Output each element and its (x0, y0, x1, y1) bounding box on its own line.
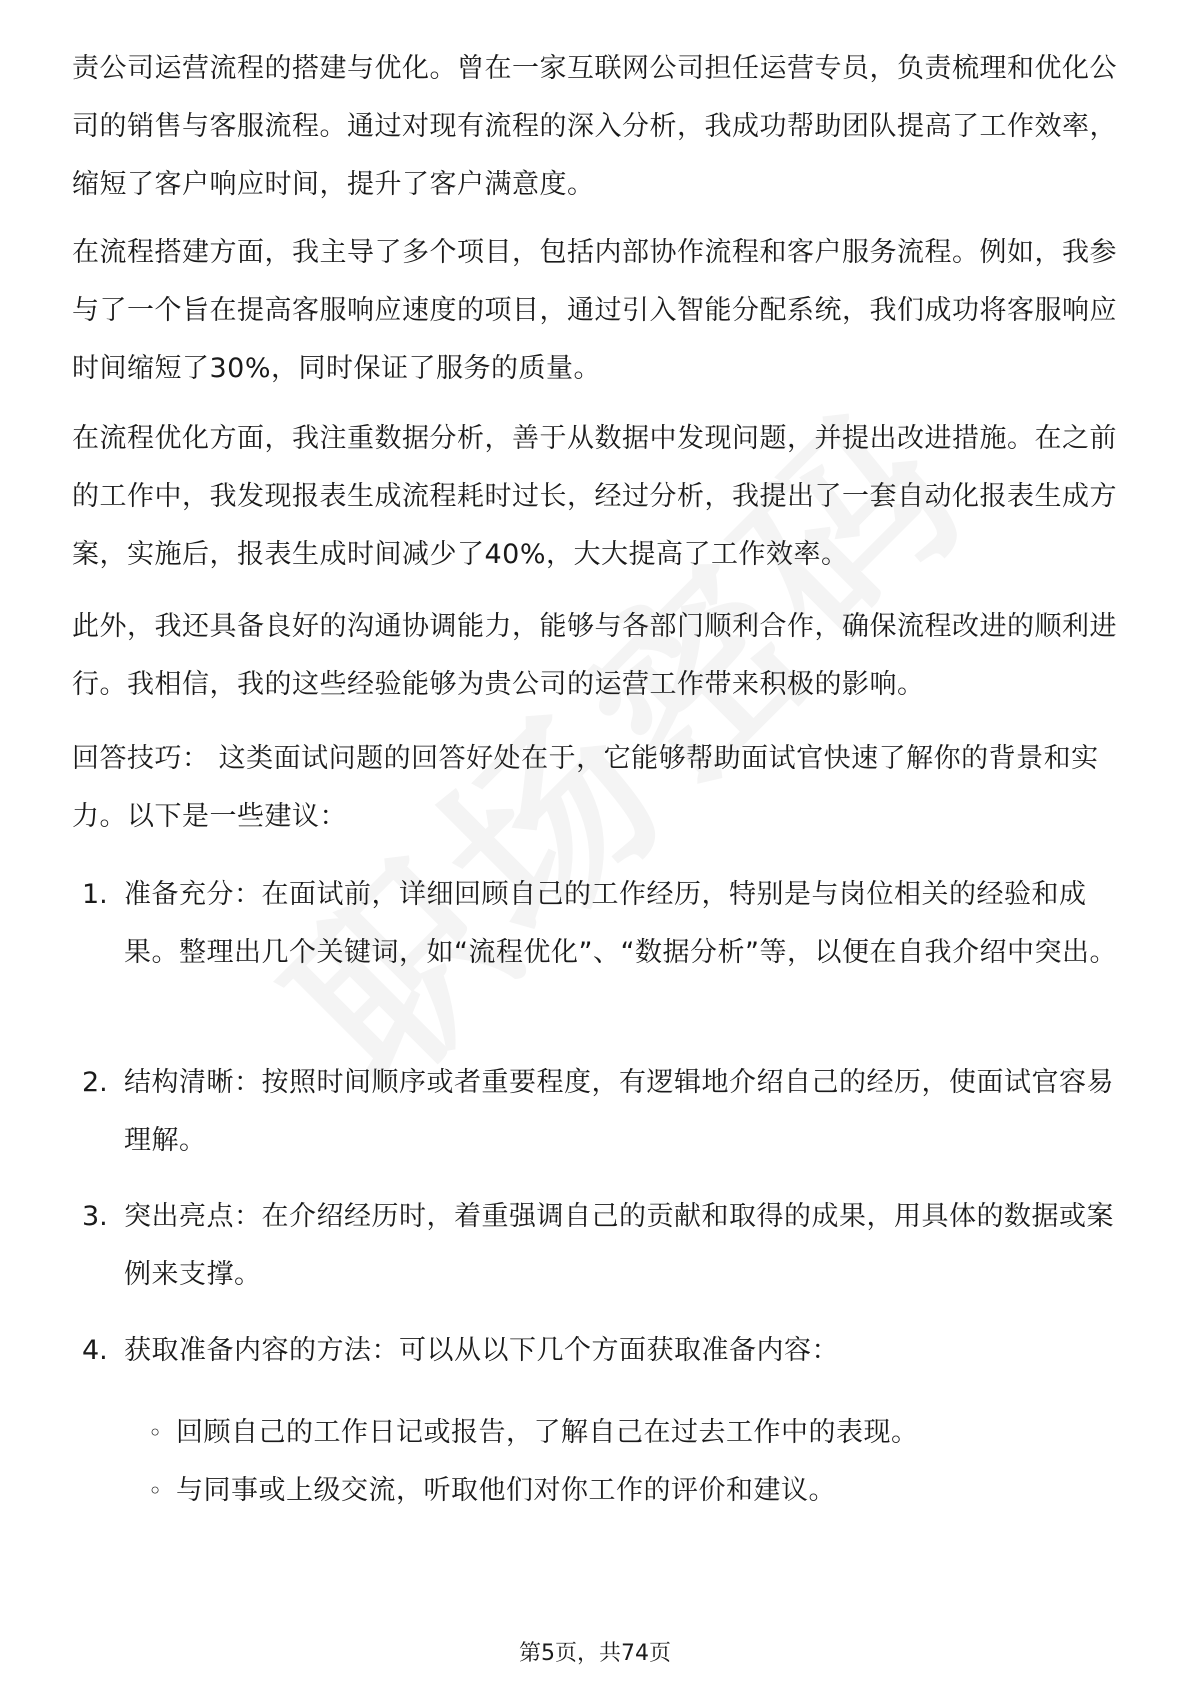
list-item-text: 突出亮点：在介绍经历时，着重强调自己的贡献和取得的成果，用具体的数据或案例来支撑。 (124, 1201, 1114, 1290)
page-number-footer: 第5页，共74页 (519, 1641, 671, 1666)
list-number: 3. (82, 1201, 108, 1232)
paragraph-text: 回答技巧： 这类面试问题的回答好处在于，它能够帮助面试官快速了解你的背景和实力。以下是一些建议： (72, 743, 1099, 832)
list-item (82, 1188, 1122, 1304)
list-item-text: 结构清晰：按照时间顺序或者重要程度，有逻辑地介绍自己的经历，使面试官容易理解。 (124, 1067, 1114, 1156)
answer-tips-paragraph (72, 730, 1122, 846)
list-item-text: 准备充分：在面试前，详细回顾自己的工作经历，特别是与岗位相关的经验和成果。整理出几个关键词，如“流程优化”、“数据分析”等，以便在自我介绍中突出。 (124, 879, 1117, 968)
list-item (82, 1322, 1122, 1380)
list-item (82, 1054, 1122, 1170)
list-item (82, 866, 1122, 982)
list-item-text: 获取准备内容的方法：可以从以下几个方面获取准备内容： (124, 1335, 839, 1366)
list-number: 1. (82, 879, 108, 910)
sub-list-item (148, 1404, 1108, 1462)
paragraph-3 (72, 410, 1122, 584)
paragraph-text: 此外，我还具备良好的沟通协调能力，能够与各部门顺利合作，确保流程改进的顺利进行。我相信，我的这些经验能够为贵公司的运营工作带来积极的影响。 (72, 611, 1117, 700)
list-number: 2. (82, 1067, 108, 1098)
paragraph-2 (72, 224, 1122, 398)
bullet-marker: ◦ (148, 1419, 163, 1447)
list-number: 4. (82, 1335, 108, 1366)
paragraph-text: 在流程优化方面，我注重数据分析，善于从数据中发现问题，并提出改进措施。在之前的工作中，我发现报表生成流程耗时过长，经过分析，我提出了一套自动化报表生成方案，实施后，报表生成时间减少了40%，大大提高了工作效率。 (72, 423, 1117, 570)
paragraph-4 (72, 598, 1122, 714)
sub-list-item-text: 回顾自己的工作日记或报告，了解自己在过去工作中的表现。 (176, 1417, 919, 1448)
paragraph-1 (72, 40, 1122, 214)
bullet-marker: ◦ (148, 1477, 163, 1505)
paragraph-text: 在流程搭建方面，我主导了多个项目，包括内部协作流程和客户服务流程。例如，我参与了一个旨在提高客服响应速度的项目，通过引入智能分配系统，我们成功将客服响应时间缩短了30%，同时保证了服务的质量。 (72, 237, 1117, 384)
sub-list-item-text: 与同事或上级交流，听取他们对你工作的评价和建议。 (176, 1475, 836, 1506)
paragraph-text: 责公司运营流程的搭建与优化。曾在一家互联网公司担任运营专员，负责梳理和优化公司的销售与客服流程。通过对现有流程的深入分析，我成功帮助团队提高了工作效率，缩短了客户响应时间，提升了客户满意度。 (72, 53, 1117, 200)
sub-list-item (148, 1462, 1108, 1520)
